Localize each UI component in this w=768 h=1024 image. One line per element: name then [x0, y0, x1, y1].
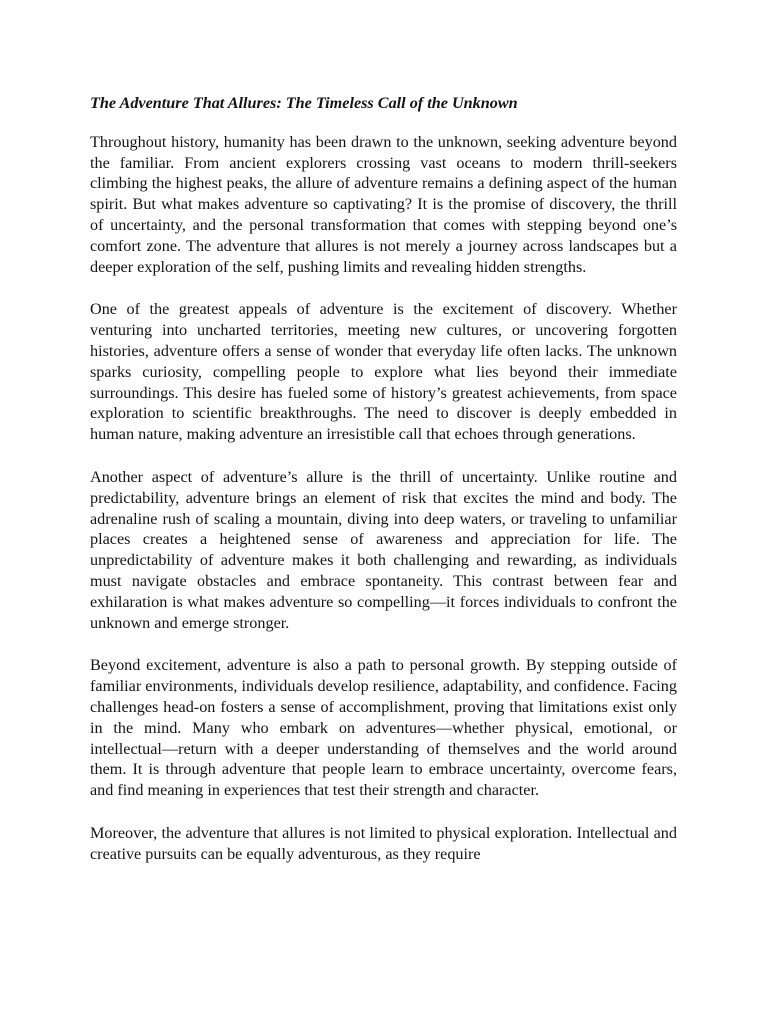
paragraph-1: Throughout history, humanity has been drawn to the unknown, seeking adventure beyond the familiar. From ancient explorers crossing vast oceans to modern thrill-seekers climbing the highest peaks, the allure of adventure remains a defining aspect of the human spirit. But what makes adventure so captivating? It is the promise of discovery, the thrill of uncertainty, and the personal transformation that comes with stepping beyond one’s comfort zone. The adventure that allures is not merely a journey across landscapes but a deeper exploration of the self, pushing limits and revealing hidden strengths. — [90, 132, 677, 276]
paragraph-3: Another aspect of adventure’s allure is the thrill of uncertainty. Unlike routine and predictability, adventure brings an element of risk that excites the mind and body. The adrenaline rush of scaling a mountain, diving into deep waters, or traveling to unfamiliar places creates a heightened sense of awareness and appreciation for life. The unpredictability of adventure makes it both challenging and rewarding, as individuals must navigate obstacles and embrace spontaneity. This contrast between fear and exhilaration is what makes adventure so compelling—it forces individuals to confront the unknown and emerge stronger. — [90, 467, 677, 632]
document-title: The Adventure That Allures: The Timeless Call of the Unknown — [90, 94, 518, 112]
paragraph-4: Beyond excitement, adventure is also a path to personal growth. By stepping outside of familiar environments, individuals develop resilience, adaptability, and confidence. Facing challenges head-on fosters a sense of accomplishment, proving that limitations exist only in the mind. Many who embark on adventures—whether physical, emotional, or intellectual—return with a deeper understanding of themselves and the world around them. It is through adventure that people learn to embrace uncertainty, overcome fears, and find meaning in experiences that test their strength and character. — [90, 656, 677, 800]
paragraph-2: One of the greatest appeals of adventure is the excitement of discovery. Whether venturing into uncharted territories, meeting new cultures, or uncovering forgotten histories, adventure offers a sense of wonder that everyday life often lacks. The unknown sparks curiosity, compelling people to explore what lies beyond their immediate surroundings. This desire has fueled some of history’s greatest achievements, from space exploration to scientific breakthroughs. The need to discover is deeply embedded in human nature, making adventure an irresistible call that echoes through generations. — [90, 300, 677, 444]
paragraph-5: Moreover, the adventure that allures is not limited to physical exploration. Intellectual and creative pursuits can be equally adventurous, as they require — [90, 823, 677, 863]
document-body — [90, 93, 677, 887]
